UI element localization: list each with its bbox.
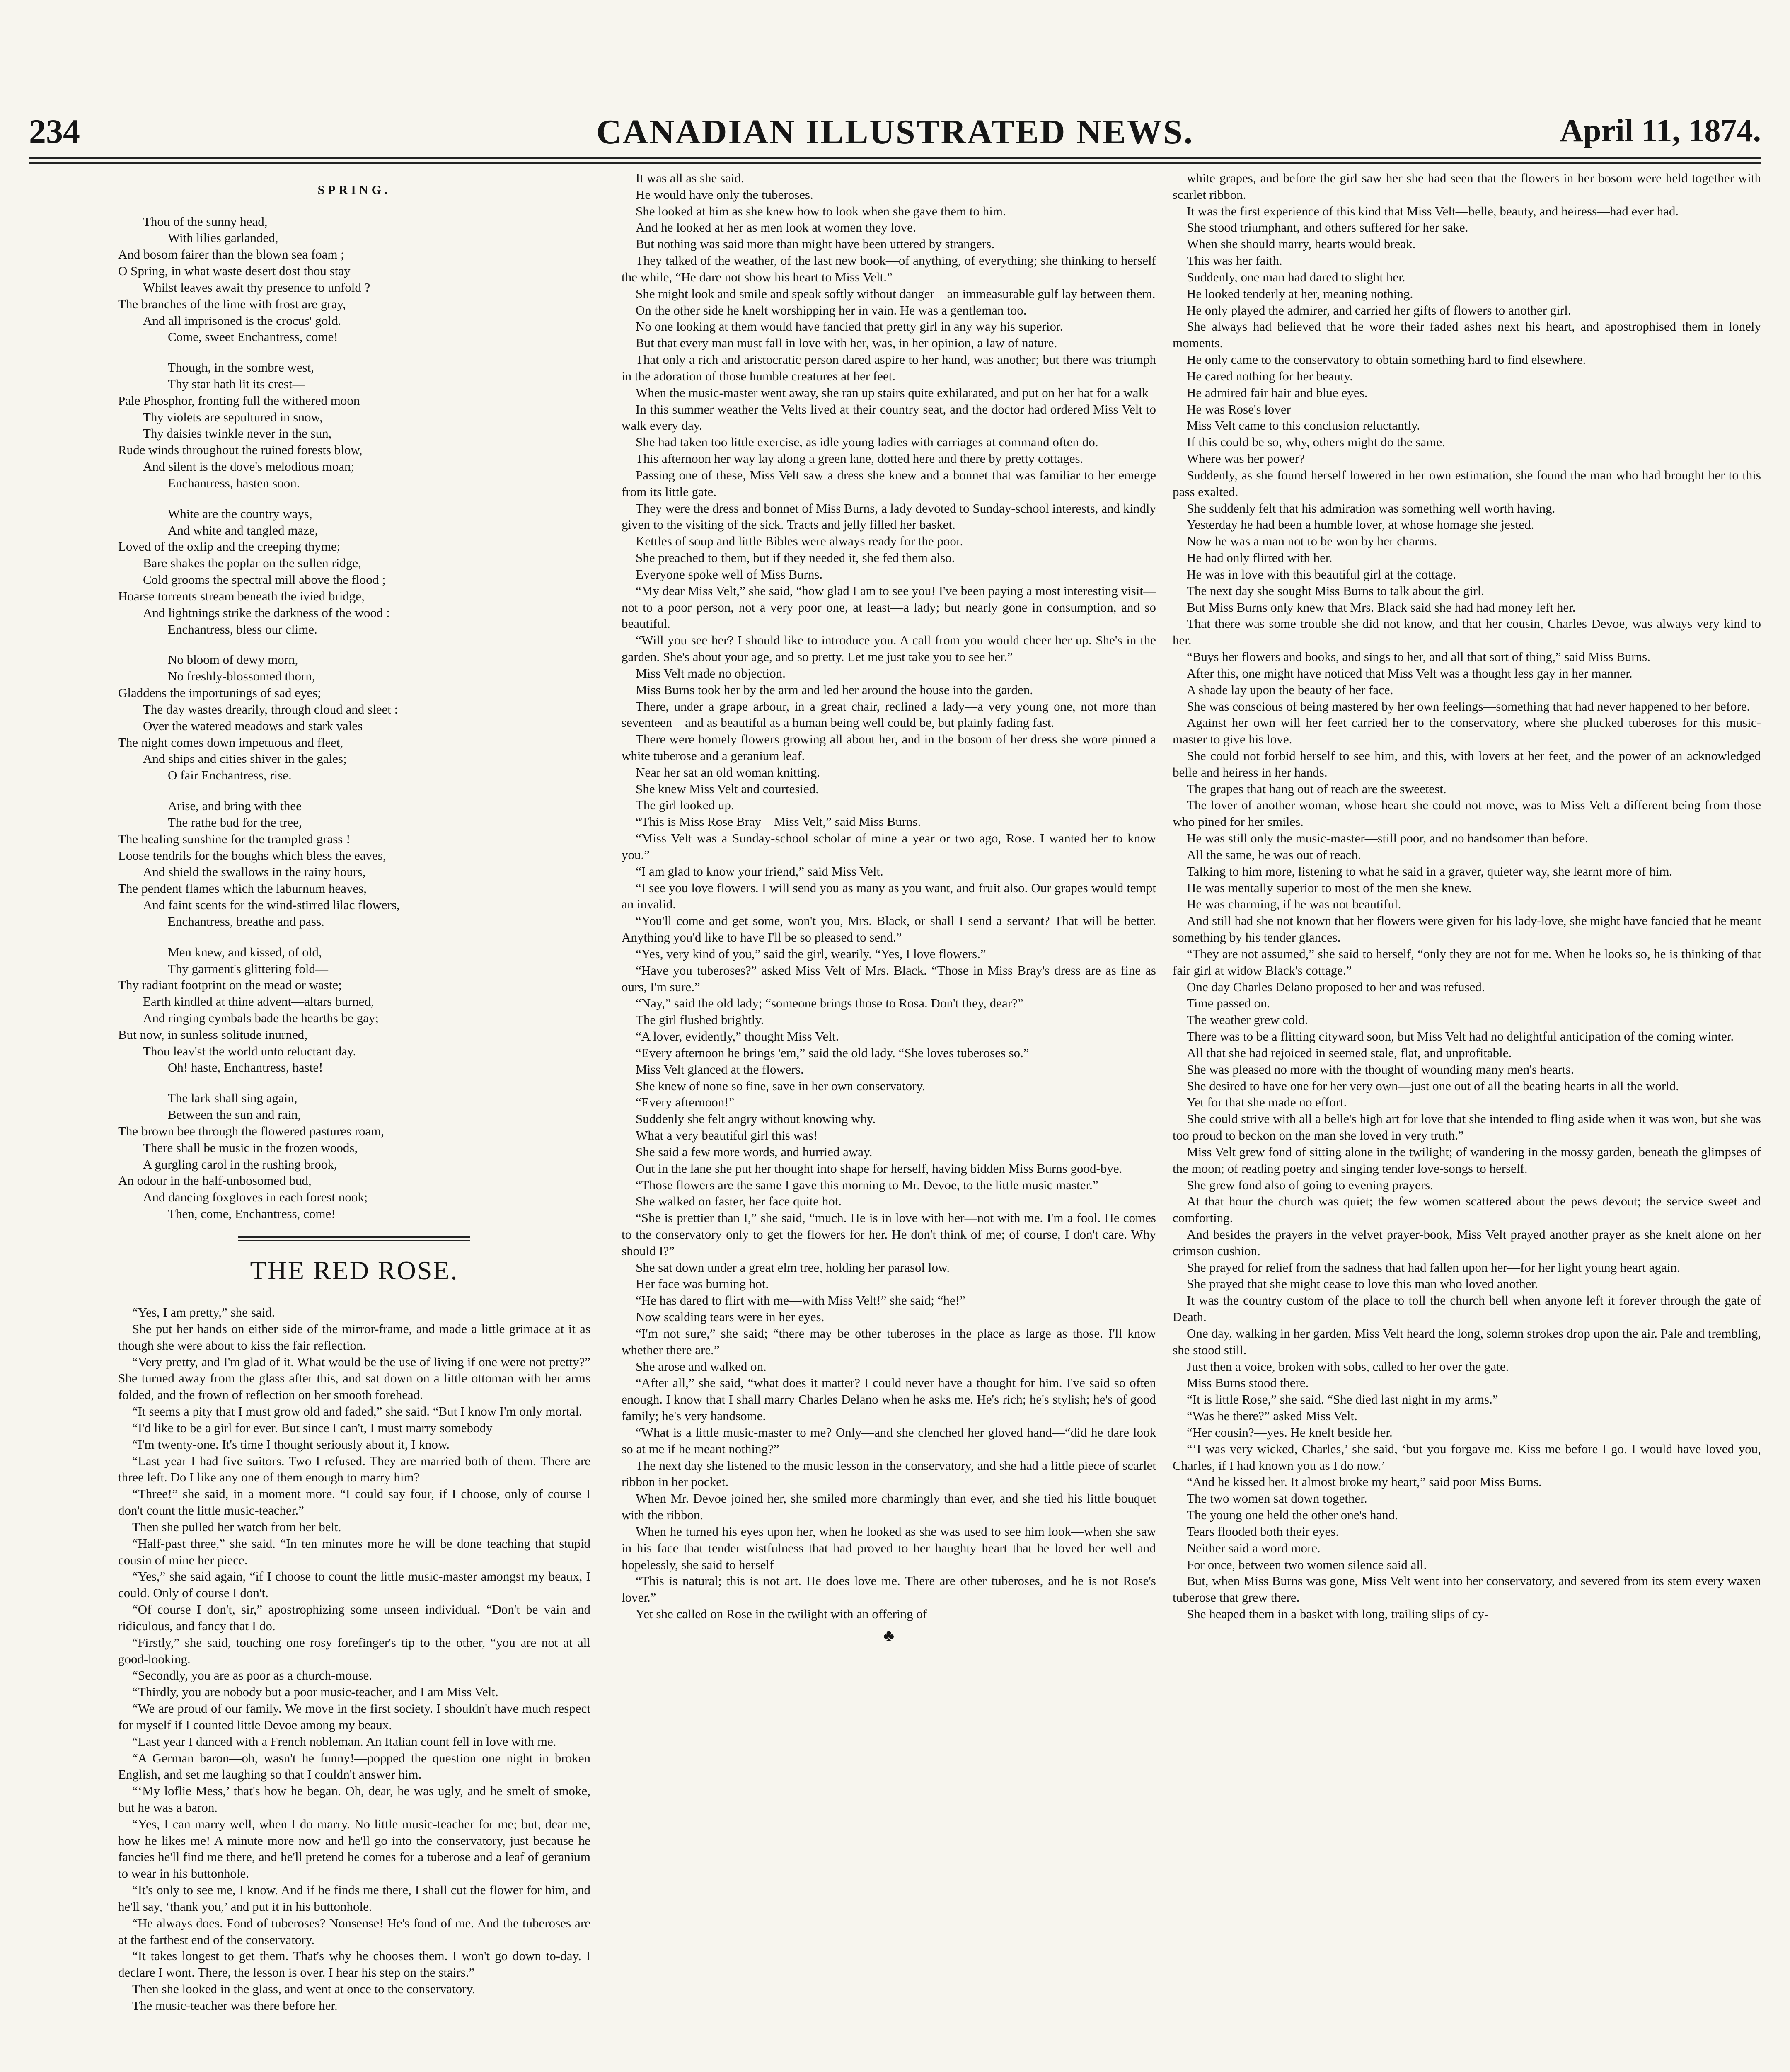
story-paragraph: Miss Burns stood there. — [1187, 1375, 1309, 1390]
story-paragraph: Where was her power? — [1187, 451, 1305, 466]
poem-line: The pendent flames which the laburnum heaves, — [118, 881, 367, 896]
story-paragraph: He was mentally superior to most of the men she knew. — [1187, 880, 1472, 895]
story-paragraph: He looked tenderly at her, meaning nothing. — [1187, 286, 1413, 301]
story-paragraph: She was conscious of being mastered by her own feelings—something that had never happened to her before. — [1187, 699, 1750, 714]
poem-body — [118, 213, 590, 1222]
poem-line: And shield the swallows in the rainy hours, — [143, 864, 366, 879]
page-number: 234 — [29, 112, 80, 150]
story-paragraph: She could not forbid herself to see him, and this, with lovers at her feet, and the power of an acknowledged belle and heiress in her hands. — [1173, 748, 1761, 779]
story-paragraph: She always had believed that he wore their faded ashes next his heart, and apostrophised them in lonely moments. — [1173, 319, 1761, 351]
story-paragraph: Tears flooded both their eyes. — [1187, 1524, 1339, 1539]
column-1 — [118, 170, 590, 2072]
story-paragraph: “Firstly,” she said, touching one rosy forefinger's tip to the other, “you are not at all good-looking. — [118, 1635, 590, 1666]
poem-line: An odour in the half-unbosomed bud, — [118, 1173, 312, 1188]
story-paragraph: The music-teacher was there before her. — [132, 1998, 338, 2013]
story-paragraph: For once, between two women silence said all. — [1187, 1557, 1427, 1572]
story-paragraph: It was the first experience of this kind that Miss Velt—belle, beauty, and heiress—had ever had. — [1187, 203, 1679, 218]
story-paragraph: They talked of the weather, of the last new book—of anything, of everything; she thinking to herself the while, “He dare not show his heart to Miss Velt.” — [622, 253, 1156, 284]
story-paragraph: This afternoon her way lay along a green lane, dotted here and there by pretty cottages. — [636, 451, 1084, 466]
poem-line: Cold grooms the spectral mill above the flood ; — [143, 572, 386, 587]
story-paragraph: He had only flirted with her. — [1187, 550, 1333, 565]
poem-stanza — [118, 506, 590, 638]
story-paragraph: “Buys her flowers and books, and sings to her, and all that sort of thing,” said Miss Burns. — [1187, 649, 1650, 664]
story-paragraph: One day, walking in her garden, Miss Velt heard the long, solemn strokes drop upon the air. Pale and trembling, she stood still. — [1173, 1326, 1761, 1357]
story-paragraph: At that hour the church was quiet; the few women scattered about the pews devout; the service sweet and comforting. — [1173, 1194, 1761, 1225]
story-paragraph: On the other side he knelt worshipping her in vain. He was a gentleman too. — [636, 303, 1027, 317]
poem-line: Enchantress, breathe and pass. — [168, 914, 324, 929]
poem-stanza — [118, 359, 590, 491]
poem-stanza — [118, 651, 590, 784]
story-paragraph: She desired to have one for her very own—just one out of all the beating hearts in all the world. — [1187, 1078, 1679, 1093]
story-paragraph: And he looked at her as men look at women they love. — [636, 220, 916, 235]
story-paragraph: It was the country custom of the place to toll the church bell when anyone left it forever through the gate of Death. — [1173, 1293, 1761, 1324]
story-paragraph: The lover of another woman, whose heart she could not move, was to Miss Velt a different being from those who pined for her smiles. — [1173, 798, 1761, 829]
story-paragraph: She arose and walked on. — [636, 1359, 767, 1374]
story-paragraph: “I'd like to be a girl for ever. But since I can't, I must marry somebody — [132, 1420, 493, 1435]
poem-line: There shall be music in the frozen woods, — [143, 1140, 358, 1155]
story-paragraph: Yesterday he had been a humble lover, at whose homage she jested. — [1187, 517, 1534, 532]
story-paragraph: “This is Miss Rose Bray—Miss Velt,” said Miss Burns. — [636, 814, 921, 829]
story-paragraph: But that every man must fall in love with her, was, in her opinion, a law of nature. — [636, 336, 1057, 351]
story-paragraph: “And he kissed her. It almost broke my heart,” said poor Miss Burns. — [1187, 1474, 1542, 1489]
story-paragraph: Yet she called on Rose in the twilight with an offering of — [636, 1607, 927, 1622]
story-paragraph: The two women sat down together. — [1187, 1491, 1367, 1506]
story-paragraph: “Secondly, you are as poor as a church-mouse. — [132, 1668, 373, 1683]
section-divider — [238, 1236, 470, 1241]
story-paragraph: That there was some trouble she did not know, and that her cousin, Charles Devoe, was always very kind to her. — [1173, 616, 1761, 648]
story-paragraph: “Her cousin?—yes. He knelt beside her. — [1187, 1425, 1393, 1440]
story-paragraph: “This is natural; this is not art. He does love me. There are other tuberoses, and he is not Rose's lover.” — [622, 1573, 1156, 1605]
story-paragraph: “A German baron—oh, wasn't he funny!—popped the question one night in broken English, and set me laughing so that I couldn't answer him. — [118, 1750, 590, 1782]
poem-line: Hoarse torrents stream beneath the ivied bridge, — [118, 588, 365, 603]
story-paragraph: “Yes,” she said again, “if I choose to count the little music-master amongst my beaux, I could. Only of course I don't. — [118, 1569, 590, 1600]
poem-line: Arise, and bring with thee — [168, 799, 302, 813]
story-paragraph: She knew of none so fine, save in her own conservatory. — [636, 1078, 925, 1093]
story-paragraph: “They are not assumed,” she said to herself, “only they are not for me. When he looks so, he is thinking of that fair girl at widow Black's cottage.” — [1173, 946, 1761, 978]
story-paragraph: “I am glad to know your friend,” said Miss Velt. — [636, 864, 883, 879]
story-paragraph: “We are proud of our family. We move in the first society. I shouldn't have much respect for myself if I counted little Devoe among my beaux. — [118, 1701, 590, 1732]
poem-line: Loose tendrils for the boughs which bless the eaves, — [118, 848, 386, 863]
story-paragraph: She could strive with all a belle's high art for love that she intended to fling aside when it was won, but she was too proud to beckon on the man she loved in very truth.” — [1173, 1111, 1761, 1143]
story-paragraph: “It takes longest to get them. That's why he chooses them. I won't go down to-day. I declare I wont. There, the lesson is over. I hear his step on the stairs.” — [118, 1949, 590, 1980]
story-paragraph: Talking to him more, listening to what he said in a graver, quieter way, she learnt more of him. — [1187, 864, 1673, 879]
poem-line: And lightnings strike the darkness of the wood : — [143, 605, 390, 620]
story-paragraph: No one looking at them would have fancied that pretty girl in any way his superior. — [636, 319, 1063, 334]
story-paragraph: She stood triumphant, and others suffered for her sake. — [1187, 220, 1468, 235]
story-paragraph: The girl flushed brightly. — [636, 1012, 764, 1027]
story-paragraph: Just then a voice, broken with sobs, called to her over the gate. — [1187, 1359, 1509, 1374]
poem-line: And silent is the dove's melodious moan; — [143, 459, 355, 474]
poem-line: Thou leav'st the world unto reluctant day. — [143, 1043, 356, 1058]
story-paragraph: “Every afternoon he brings 'em,” said the old lady. “She loves tuberoses so.” — [636, 1045, 1029, 1060]
story-paragraph: “Last year I had five suitors. Two I refused. They are married both of them. There are three left. Do I like any one of them enough to marry him? — [118, 1453, 590, 1485]
story-paragraph: The weather grew cold. — [1187, 1012, 1308, 1027]
story-paragraph: Everyone spoke well of Miss Burns. — [636, 566, 823, 581]
story-column-3-text — [1173, 170, 1761, 1622]
story-paragraph: In this summer weather the Velts lived at their country seat, and the doctor had ordered Miss Velt to walk every day. — [622, 402, 1156, 433]
story-paragraph: After this, one might have noticed that Miss Velt was a thought less gay in her manner. — [1187, 666, 1633, 680]
story-paragraph: All the same, he was out of reach. — [1187, 847, 1361, 862]
poem-line: The branches of the lime with frost are gray, — [118, 296, 346, 311]
poem-line: Pale Phosphor, fronting full the withered moon— — [118, 393, 373, 408]
column-3 — [1173, 170, 1761, 2072]
story-paragraph: Miss Velt came to this conclusion reluctantly. — [1187, 418, 1420, 433]
story-paragraph: When Mr. Devoe joined her, she smiled more charmingly than ever, and she tied his little bouquet with the ribbon. — [622, 1491, 1156, 1523]
story-paragraph: When she should marry, hearts would break. — [1187, 237, 1416, 252]
story-paragraph: “After all,” she said, “what does it matter? I could never have a thought for him. I've said so often enough. I know that I shall marry Charles Delano when he asks me. He's rich; he's stylish; he's of good family; he's very handsome. — [622, 1375, 1156, 1423]
poem-line: The lark shall sing again, — [168, 1091, 298, 1106]
poem-stanza — [118, 1090, 590, 1222]
header-rule-thin — [29, 162, 1761, 164]
poem-line: The night comes down impetuous and fleet, — [118, 735, 343, 750]
story-paragraph: He would have only the tuberoses. — [636, 187, 813, 202]
story-paragraph: “Will you see her? I should like to introduce you. A call from you would cheer her up. She's in the garden. She's about your age, and so pretty. Let me just take you to see her.” — [622, 633, 1156, 664]
story-paragraph: There were homely flowers growing all about her, and in the bosom of her dress she wore pinned a white tuberose and a geranium leaf. — [622, 732, 1156, 763]
story-paragraph: “Three!” she said, in a moment more. “I could say four, if I choose, only of course I don't count the little music-teacher.” — [118, 1486, 590, 1518]
poem-line: Though, in the sombre west, — [168, 360, 314, 375]
poem-line: Gladdens the importunings of sad eyes; — [118, 685, 321, 700]
story-paragraph: She knew Miss Velt and courtesied. — [636, 781, 819, 796]
story-paragraph: The girl looked up. — [636, 798, 734, 813]
story-paragraph: And still had she not known that her flowers were given for his lady-love, she might have fancied that he meant something by his tender glances. — [1173, 913, 1761, 945]
story-paragraph: It was all as she said. — [636, 171, 744, 185]
story-paragraph: “Nay,” said the old lady; “someone brings those to Rosa. Don't they, dear?” — [636, 996, 1023, 1011]
story-paragraph: But nothing was said more than might have been uttered by strangers. — [636, 237, 995, 252]
story-paragraph: That only a rich and aristocratic person dared aspire to her hand, was another; but there was triumph in the adoration of those humble creatures at her feet. — [622, 352, 1156, 383]
story-paragraph: What a very beautiful girl this was! — [636, 1128, 818, 1143]
story-paragraph: Suddenly, one man had dared to slight her. — [1187, 269, 1405, 284]
story-paragraph: “It is little Rose,” she said. “She died last night in my arms.” — [1187, 1392, 1498, 1407]
story-paragraph: She said a few more words, and hurried away. — [636, 1144, 873, 1159]
story-paragraph: “My dear Miss Velt,” she said, “how glad I am to see you! I've been paying a most interesting visit—not to a poor person, not a very poor one, at least—a lady; but nearly gone in consumption, and so beautiful. — [622, 583, 1156, 631]
story-paragraph: “Yes, very kind of you,” said the girl, wearily. “Yes, I love flowers.” — [636, 946, 986, 961]
poem-stanza — [118, 798, 590, 930]
story-paragraph: “Every afternoon!” — [636, 1095, 735, 1110]
poem-line: Thy violets are sepultured in snow, — [143, 409, 323, 424]
story-paragraph: One day Charles Delano proposed to her and was refused. — [1187, 979, 1485, 994]
page-header — [29, 112, 1761, 157]
story-paragraph: He cared nothing for her beauty. — [1187, 368, 1353, 383]
story-paragraph: She preached to them, but if they needed it, she fed them also. — [636, 550, 955, 565]
poem-line: With lilies garlanded, — [168, 230, 278, 245]
story-paragraph: Kettles of soup and little Bibles were always ready for the poor. — [636, 534, 963, 549]
poem-line: Loved of the oxlip and the creeping thyme; — [118, 539, 341, 554]
poem-line: O Spring, in what waste desert dost thou stay — [118, 264, 351, 278]
poem-line: Thou of the sunny head, — [143, 214, 268, 229]
story-paragraph: “I'm twenty-one. It's time I thought seriously about it, I know. — [132, 1437, 450, 1452]
story-paragraph: “What is a little music-master to me? Only—and she clenched her gloved hand—“did he dare look so at me if he meant nothing?” — [622, 1425, 1156, 1456]
story-column-2-text — [622, 170, 1156, 1622]
story-paragraph: She looked at him as she knew how to look when she gave them to him. — [636, 203, 1006, 218]
story-paragraph: “Half-past three,” she said. “In ten minutes more he will be done teaching that stupid cousin of mine her piece. — [118, 1536, 590, 1567]
poem-line: Whilst leaves await thy presence to unfold ? — [143, 280, 370, 295]
poem-line: O fair Enchantress, rise. — [168, 768, 292, 783]
column-2 — [622, 170, 1156, 2072]
story-paragraph: Then she pulled her watch from her belt. — [132, 1519, 341, 1534]
poem-line: Men knew, and kissed, of old, — [168, 944, 322, 959]
story-paragraph: She suddenly felt that his admiration was something well worth having. — [1187, 501, 1555, 516]
story-paragraph: “It's only to see me, I know. And if he finds me there, I shall cut the flower for him, and he'll say, ‘thank you,’ and put it in his buttonhole. — [118, 1883, 590, 1914]
story-paragraph: “I'm not sure,” she said; “there may be other tuberoses in the place as large as those. I'll know whether there are.” — [622, 1326, 1156, 1357]
story-paragraph: “Miss Velt was a Sunday-school scholar of mine a year or two ago, Rose. I wanted her to know you.” — [622, 831, 1156, 862]
poem-line: Thy radiant footprint on the mead or waste; — [118, 978, 342, 992]
story-paragraph: “‘I was very wicked, Charles,’ she said, ‘but you forgave me. Kiss me before I go. I would have loved you, Charles, if I had known you as I do now.’ — [1173, 1441, 1761, 1473]
story-paragraph: He was Rose's lover — [1187, 402, 1291, 416]
story-paragraph: “He always does. Fond of tuberoses? Nonsense! He's fond of me. And the tuberoses are at the farthest end of the conservatory. — [118, 1915, 590, 1947]
story-paragraph: There was to be a flitting cityward soon, but Miss Velt had no delightful anticipation of the coming winter. — [1187, 1029, 1734, 1044]
poem-line: Thy garment's glittering fold— — [168, 961, 328, 976]
story-paragraph: He was still only the music-master—still poor, and no handsomer than before. — [1187, 831, 1589, 846]
story-paragraph: Then she looked in the glass, and went at once to the conservatory. — [132, 1982, 475, 1997]
poem-title: SPRING. — [317, 183, 391, 197]
story-paragraph: Her face was burning hot. — [636, 1276, 769, 1291]
poem-line: Thy daisies twinkle never in the sun, — [143, 426, 332, 441]
story-paragraph: Miss Burns took her by the arm and led her around the house into the garden. — [636, 682, 1033, 697]
story-paragraph: When he turned his eyes upon her, when he looked as she was used to see him look—when she saw in his face that tender wistfulness that had proved to her haughty heart that he loved her well and hopelessly, she said to herself— — [622, 1524, 1156, 1572]
story-paragraph: Near her sat an old woman knitting. — [636, 765, 820, 779]
story-paragraph: The grapes that hang out of reach are the sweetest. — [1187, 781, 1447, 796]
story-paragraph: And besides the prayers in the velvet prayer-book, Miss Velt prayed another prayer as she knelt alone on her crimson cushion. — [1173, 1227, 1761, 1258]
story-paragraph: Now scalding tears were in her eyes. — [636, 1310, 825, 1324]
story-paragraph: “It seems a pity that I must grow old and faded,” she said. “But I know I'm only mortal. — [132, 1404, 583, 1419]
fleuron-ornament: ♣ — [883, 1626, 895, 1645]
poem-line: And all imprisoned is the crocus' gold. — [143, 313, 341, 328]
story-paragraph: “You'll come and get some, won't you, Mrs. Black, or shall I send a servant? That will be better. Anything you'd like to have I'll be so pleased to send.” — [622, 913, 1156, 945]
header-rule — [29, 157, 1761, 159]
story-paragraph: Yet for that she made no effort. — [1187, 1095, 1347, 1110]
poem-line: The day wastes drearily, through cloud and sleet : — [143, 702, 398, 716]
story-paragraph: white grapes, and before the girl saw her she had seen that the flowers in her bosom were held together with scarlet ribbon. — [1173, 171, 1761, 202]
poem-line: No bloom of dewy morn, — [168, 652, 298, 667]
story-paragraph: A shade lay upon the beauty of her face. — [1187, 682, 1393, 697]
story-paragraph: She had taken too little exercise, as idle young ladies with carriages at command often do. — [636, 435, 1098, 450]
story-paragraph: Miss Velt made no objection. — [636, 666, 786, 680]
story-paragraph: Passing one of these, Miss Velt saw a dress she knew and a bonnet that was familiar to her emerge from its little gate. — [622, 467, 1156, 499]
story-paragraph: “Yes, I am pretty,” she said. — [132, 1305, 275, 1320]
story-paragraph: Suddenly, as she found herself lowered in her own estimation, she found the man who had brought her to this pass exalted. — [1173, 467, 1761, 499]
poem-line: Bare shakes the poplar on the sullen ridge, — [143, 556, 361, 571]
poem-stanza — [118, 213, 590, 346]
story-paragraph: The young one held the other one's hand. — [1187, 1508, 1398, 1523]
poem-line: Then, come, Enchantress, come! — [168, 1206, 336, 1221]
story-paragraph: “Very pretty, and I'm glad of it. What would be the use of living if one were not pretty?” She turned away from the glass after this, and sat down on a little ottoman with her arms folded, and the frown of reflection on her smooth forehead. — [118, 1354, 590, 1402]
story-paragraph: But, when Miss Burns was gone, Miss Velt went into her conservatory, and severed from its stem every waxen tuberose that grew there. — [1173, 1573, 1761, 1605]
story-paragraph: “‘My loflie Mess,’ that's how he began. Oh, dear, he was ugly, and he smelt of smoke, but he was a baron. — [118, 1784, 590, 1815]
story-paragraph: She was pleased no more with the thought of wounding many men's hearts. — [1187, 1062, 1574, 1077]
story-paragraph: He was in love with this beautiful girl at the cottage. — [1187, 566, 1456, 581]
story-paragraph: This was her faith. — [1187, 253, 1282, 268]
story-paragraph: Suddenly she felt angry without knowing why. — [636, 1111, 876, 1126]
story-paragraph: “Yes, I can marry well, when I do marry. No little music-teacher for me; but, dear me, how he likes me! A minute more now and he'll go into the conservatory, just because he fancies he'll find me there, and he'll pretend he comes for a tuberose and a leaf of geranium to wear in his buttonhole. — [118, 1816, 590, 1881]
story-paragraph: “Of course I don't, sir,” apostrophizing some unseen individual. “Don't be vain and ridiculous, and fancy that I do. — [118, 1602, 590, 1633]
story-paragraph: Out in the lane she put her thought into shape for herself, having bidden Miss Burns good-bye. — [636, 1161, 1122, 1176]
poem-line: Come, sweet Enchantress, come! — [168, 329, 338, 344]
story-paragraph: They were the dress and bonnet of Miss Burns, a lady devoted to Sunday-school interests, and kindly given to the visiting of the sick. Tracts and jelly filled her basket. — [622, 501, 1156, 532]
masthead-title: CANADIAN ILLUSTRATED NEWS. — [596, 113, 1194, 151]
story-paragraph: She sat down under a great elm tree, holding her parasol low. — [636, 1260, 950, 1275]
story-paragraph: If this could be so, why, others might do the same. — [1187, 435, 1445, 450]
story-paragraph: Now he was a man not to be won by her charms. — [1187, 534, 1437, 549]
story-paragraph: “Last year I danced with a French nobleman. An Italian count fell in love with me. — [132, 1734, 556, 1749]
story-paragraph: But Miss Burns only knew that Mrs. Black said she had had money left her. — [1187, 600, 1576, 615]
poem-stanza — [118, 944, 590, 1076]
story-paragraph: She prayed that she might cease to love this man who loved another. — [1187, 1276, 1538, 1291]
poem-line: And faint scents for the wind-stirred lilac flowers, — [143, 898, 400, 913]
story-paragraph: “A lover, evidently,” thought Miss Velt. — [636, 1029, 839, 1044]
poem-line: And bosom fairer than the blown sea foam ; — [118, 247, 344, 262]
poem-line: A gurgling carol in the rushing brook, — [143, 1157, 337, 1172]
poem-line: The healing sunshine for the trampled grass ! — [118, 831, 351, 846]
story-title: THE RED ROSE. — [250, 1255, 459, 1285]
story-paragraph: “She is prettier than I,” she said, “much. He is in love with her—not with me. I'm a fool. He comes to the conservatory only to get the flowers for her. He don't think of me; of course, I don't care. Why should I?” — [622, 1210, 1156, 1258]
poem-line: Earth kindled at thine advent—altars burned, — [143, 994, 374, 1009]
story-paragraph: She heaped them in a basket with long, trailing slips of cy- — [1187, 1607, 1489, 1622]
poem-line: Over the watered meadows and stark vales — [143, 718, 363, 733]
poem-line: Oh! haste, Enchantress, haste! — [168, 1060, 323, 1075]
poem-line: Enchantress, hasten soon. — [168, 475, 300, 490]
poem-line: But now, in sunless solitude inurned, — [118, 1027, 307, 1042]
poem-line: And ringing cymbals bade the hearths be gay; — [143, 1010, 379, 1025]
story-paragraph: He was charming, if he was not beautiful. — [1187, 897, 1401, 912]
story-paragraph: There, under a grape arbour, in a great chair, reclined a lady—a very young one, not more than seventeen—and as beautiful as a human being well could be, but plainly fading fast. — [622, 699, 1156, 730]
poem-line: The rathe bud for the tree, — [168, 815, 302, 830]
story-paragraph: Miss Velt glanced at the flowers. — [636, 1062, 804, 1077]
story-paragraph: He only came to the conservatory to obtain something hard to find elsewhere. — [1187, 352, 1586, 367]
story-paragraph: “Thirdly, you are nobody but a poor music-teacher, and I am Miss Velt. — [132, 1685, 498, 1699]
poem-line: White are the country ways, — [168, 506, 312, 521]
story-paragraph: The next day she sought Miss Burns to talk about the girl. — [1187, 583, 1485, 598]
story-paragraph: All that she had rejoiced in seemed stale, flat, and unprofitable. — [1187, 1045, 1512, 1060]
story-paragraph: When the music-master went away, she ran up stairs quite exhilarated, and put on her hat for a walk — [636, 385, 1149, 400]
story-paragraph: She might look and smile and speak softly without danger—an immeasurable gulf lay between them. — [636, 286, 1156, 301]
story-paragraph: She walked on faster, her face quite hot. — [636, 1194, 842, 1209]
story-paragraph: Time passed on. — [1187, 996, 1270, 1011]
story-paragraph: “I see you love flowers. I will send you as many as you want, and fruit also. Our grapes would tempt an invalid. — [622, 880, 1156, 912]
poem-line: Thy star hath lit its crest— — [168, 377, 305, 391]
story-paragraph: Neither said a word more. — [1187, 1540, 1321, 1555]
poem-line: Enchantress, bless our clime. — [168, 622, 317, 637]
poem-line: And ships and cities shiver in the gales; — [143, 751, 347, 766]
poem-line: The brown bee through the flowered pastures roam, — [118, 1123, 385, 1138]
story-paragraph: Miss Velt grew fond of sitting alone in the twilight; of wandering in the mossy garden, beneath the glimpses of the moon; of reading poetry and singing tender love-songs to herself. — [1173, 1144, 1761, 1176]
story-paragraph: “Was he there?” asked Miss Velt. — [1187, 1409, 1357, 1423]
story-paragraph: She prayed for relief from the sadness that had fallen upon her—for her light young heart again. — [1187, 1260, 1680, 1275]
story-column-1-text — [118, 1304, 590, 2014]
poem-line: Between the sun and rain, — [168, 1107, 301, 1122]
story-paragraph: She put her hands on either side of the mirror-frame, and made a little grimace at it as though she were about to kiss the fair reflection. — [118, 1321, 590, 1353]
story-paragraph: He only played the admirer, and carried her gifts of flowers to another girl. — [1187, 303, 1571, 317]
story-paragraph: The next day she listened to the music lesson in the conservatory, and she had a little piece of scarlet ribbon in her pocket. — [622, 1458, 1156, 1489]
story-paragraph: Against her own will her feet carried her to the conservatory, where she plucked tuberoses for this music-master to give his love. — [1173, 715, 1761, 747]
story-paragraph: “He has dared to flirt with me—with Miss Velt!” she said; “he!” — [636, 1293, 965, 1308]
story-paragraph: “Have you tuberoses?” asked Miss Velt of Mrs. Black. “Those in Miss Bray's dress are as fine as ours, I'm sure.” — [622, 963, 1156, 994]
story-paragraph: She grew fond also of going to evening prayers. — [1187, 1177, 1433, 1192]
poem-line: And dancing foxgloves in each forest nook; — [143, 1190, 368, 1205]
issue-date: April 11, 1874. — [1560, 112, 1761, 148]
poem-line: And white and tangled maze, — [168, 523, 318, 537]
poem-line: Rude winds throughout the ruined forests blow, — [118, 443, 363, 457]
story-paragraph: “Those flowers are the same I gave this morning to Mr. Devoe, to the little music master.” — [636, 1177, 1098, 1192]
poem-line: No freshly-blossomed thorn, — [168, 669, 315, 684]
story-paragraph: He admired fair hair and blue eyes. — [1187, 385, 1368, 400]
